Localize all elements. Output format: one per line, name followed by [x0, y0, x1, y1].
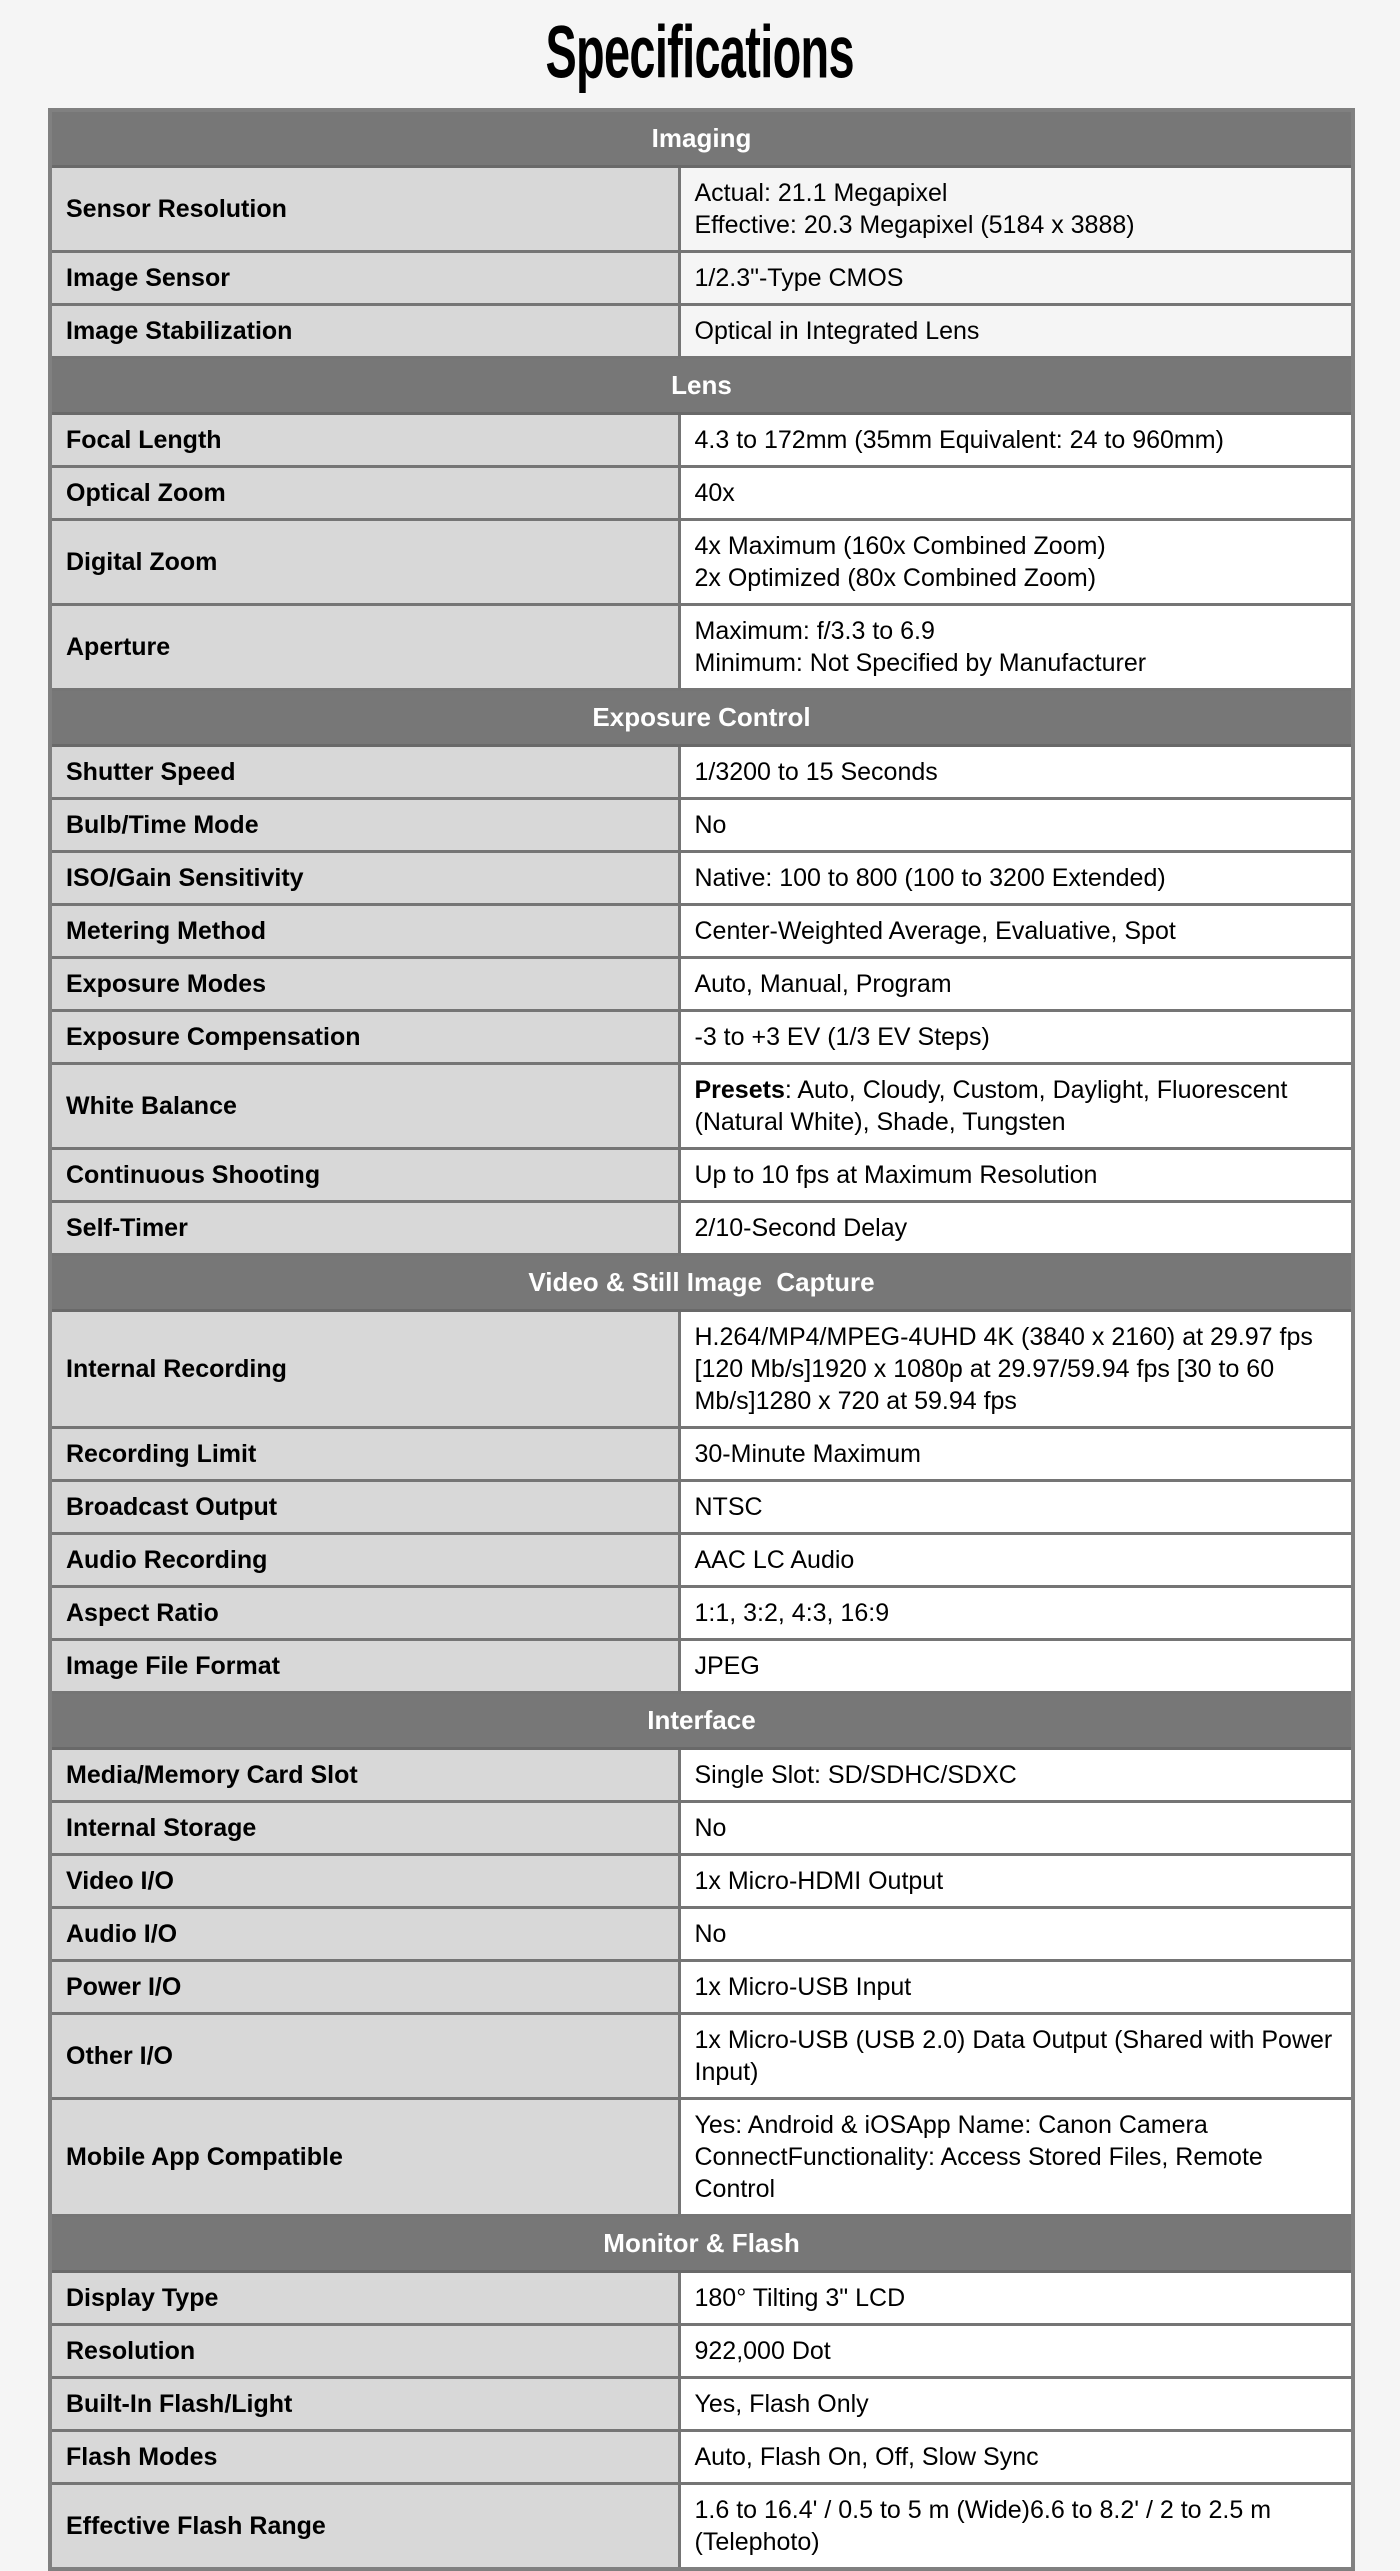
spec-label: Flash Modes — [50, 2431, 679, 2484]
spec-label: Image File Format — [50, 1640, 679, 1693]
page-title — [0, 0, 1400, 95]
spec-label: Aspect Ratio — [50, 1587, 679, 1640]
spec-row — [50, 2378, 1353, 2431]
spec-value: No — [679, 1802, 1353, 1855]
spec-label: Display Type — [50, 2272, 679, 2325]
spec-value: 1x Micro-HDMI Output — [679, 1855, 1353, 1908]
spec-value: 30-Minute Maximum — [679, 1428, 1353, 1481]
spec-row — [50, 1534, 1353, 1587]
spec-label: Continuous Shooting — [50, 1149, 679, 1202]
spec-value: 180° Tilting 3" LCD — [679, 2272, 1353, 2325]
spec-label: Image Sensor — [50, 252, 679, 305]
spec-label: Metering Method — [50, 905, 679, 958]
spec-value: No — [679, 1908, 1353, 1961]
spec-value: No — [679, 799, 1353, 852]
spec-value: -3 to +3 EV (1/3 EV Steps) — [679, 1011, 1353, 1064]
spec-row — [50, 1908, 1353, 1961]
spec-label: Self-Timer — [50, 1202, 679, 1255]
spec-value: Auto, Flash On, Off, Slow Sync — [679, 2431, 1353, 2484]
spec-row — [50, 1587, 1353, 1640]
spec-label: Effective Flash Range — [50, 2484, 679, 2570]
spec-value: Optical in Integrated Lens — [679, 305, 1353, 358]
spec-row — [50, 414, 1353, 467]
spec-value: 1/3200 to 15 Seconds — [679, 746, 1353, 799]
spec-row — [50, 1064, 1353, 1149]
spec-row — [50, 1428, 1353, 1481]
spec-label: Resolution — [50, 2325, 679, 2378]
section-header: Lens — [50, 358, 1353, 414]
spec-row — [50, 1749, 1353, 1802]
spec-label: Mobile App Compatible — [50, 2099, 679, 2216]
spec-value: 1x Micro-USB (USB 2.0) Data Output (Shared with Power Input) — [679, 2014, 1353, 2099]
spec-value: 2/10-Second Delay — [679, 1202, 1353, 1255]
spec-row — [50, 252, 1353, 305]
spec-row — [50, 2099, 1353, 2216]
section-header: Interface — [50, 1693, 1353, 1749]
spec-value: 1:1, 3:2, 4:3, 16:9 — [679, 1587, 1353, 1640]
section-header-row — [50, 690, 1353, 746]
section-header: Exposure Control — [50, 690, 1353, 746]
spec-row — [50, 1961, 1353, 2014]
spec-label: Audio Recording — [50, 1534, 679, 1587]
spec-label: Aperture — [50, 605, 679, 690]
spec-value: Presets: Auto, Cloudy, Custom, Daylight, Fluorescent (Natural White), Shade, Tungsten — [679, 1064, 1353, 1149]
spec-value: 1.6 to 16.4' / 0.5 to 5 m (Wide)6.6 to 8.2' / 2 to 2.5 m (Telephoto) — [679, 2484, 1353, 2570]
spec-row — [50, 167, 1353, 252]
spec-row — [50, 746, 1353, 799]
spec-label: Image Stabilization — [50, 305, 679, 358]
spec-row — [50, 1011, 1353, 1064]
spec-label: Broadcast Output — [50, 1481, 679, 1534]
spec-value: 922,000 Dot — [679, 2325, 1353, 2378]
specifications-table — [48, 108, 1355, 2571]
spec-label: Audio I/O — [50, 1908, 679, 1961]
spec-value: Yes: Android & iOSApp Name: Canon Camera ConnectFunctionality: Access Stored Files, Remote Control — [679, 2099, 1353, 2216]
spec-value: Maximum: f/3.3 to 6.9 Minimum: Not Specified by Manufacturer — [679, 605, 1353, 690]
spec-label: Media/Memory Card Slot — [50, 1749, 679, 1802]
section-header: Monitor & Flash — [50, 2216, 1353, 2272]
spec-table-body — [50, 110, 1353, 2569]
spec-label: Power I/O — [50, 1961, 679, 2014]
spec-value: NTSC — [679, 1481, 1353, 1534]
spec-row — [50, 1640, 1353, 1693]
spec-value: 4x Maximum (160x Combined Zoom) 2x Optimized (80x Combined Zoom) — [679, 520, 1353, 605]
spec-row — [50, 2325, 1353, 2378]
spec-row — [50, 305, 1353, 358]
section-header-row — [50, 1255, 1353, 1311]
spec-label: Internal Recording — [50, 1311, 679, 1428]
spec-row — [50, 1855, 1353, 1908]
spec-value: 1/2.3"-Type CMOS — [679, 252, 1353, 305]
spec-label: Other I/O — [50, 2014, 679, 2099]
spec-value: Up to 10 fps at Maximum Resolution — [679, 1149, 1353, 1202]
section-header-row — [50, 358, 1353, 414]
spec-value: Yes, Flash Only — [679, 2378, 1353, 2431]
spec-label: Recording Limit — [50, 1428, 679, 1481]
spec-row — [50, 1311, 1353, 1428]
spec-row — [50, 1202, 1353, 1255]
spec-value: Auto, Manual, Program — [679, 958, 1353, 1011]
spec-row — [50, 520, 1353, 605]
spec-label: Shutter Speed — [50, 746, 679, 799]
spec-label: White Balance — [50, 1064, 679, 1149]
spec-row — [50, 2484, 1353, 2570]
section-header: Imaging — [50, 110, 1353, 167]
spec-value: AAC LC Audio — [679, 1534, 1353, 1587]
spec-row — [50, 852, 1353, 905]
section-header: Video & Still Image Capture — [50, 1255, 1353, 1311]
spec-label: Bulb/Time Mode — [50, 799, 679, 852]
spec-label: Internal Storage — [50, 1802, 679, 1855]
spec-value: Native: 100 to 800 (100 to 3200 Extended) — [679, 852, 1353, 905]
section-header-row — [50, 2216, 1353, 2272]
spec-row — [50, 1802, 1353, 1855]
value-bold-prefix: Presets — [694, 1076, 785, 1104]
spec-label: Digital Zoom — [50, 520, 679, 605]
spec-value: 1x Micro-USB Input — [679, 1961, 1353, 2014]
spec-value: JPEG — [679, 1640, 1353, 1693]
spec-value: Actual: 21.1 Megapixel Effective: 20.3 Megapixel (5184 x 3888) — [679, 167, 1353, 252]
spec-label: Focal Length — [50, 414, 679, 467]
spec-label: ISO/Gain Sensitivity — [50, 852, 679, 905]
spec-row — [50, 2014, 1353, 2099]
spec-row — [50, 2431, 1353, 2484]
spec-row — [50, 958, 1353, 1011]
section-header-row — [50, 1693, 1353, 1749]
spec-label: Exposure Compensation — [50, 1011, 679, 1064]
spec-value: 4.3 to 172mm (35mm Equivalent: 24 to 960mm) — [679, 414, 1353, 467]
spec-value: H.264/MP4/MPEG-4UHD 4K (3840 x 2160) at 29.97 fps [120 Mb/s]1920 x 1080p at 29.97/59.94 fps [30 to 60 Mb/s]1280 x 720 at 59.94 fps — [679, 1311, 1353, 1428]
spec-label: Built-In Flash/Light — [50, 2378, 679, 2431]
spec-value: Center-Weighted Average, Evaluative, Spot — [679, 905, 1353, 958]
page-title-text: Specifications — [545, 11, 855, 95]
spec-label: Sensor Resolution — [50, 167, 679, 252]
spec-value: 40x — [679, 467, 1353, 520]
spec-row — [50, 467, 1353, 520]
section-header-row — [50, 110, 1353, 167]
spec-row — [50, 605, 1353, 690]
spec-label: Exposure Modes — [50, 958, 679, 1011]
spec-label: Optical Zoom — [50, 467, 679, 520]
spec-row — [50, 905, 1353, 958]
spec-value: Single Slot: SD/SDHC/SDXC — [679, 1749, 1353, 1802]
spec-row — [50, 1149, 1353, 1202]
spec-label: Video I/O — [50, 1855, 679, 1908]
spec-row — [50, 799, 1353, 852]
spec-row — [50, 1481, 1353, 1534]
spec-row — [50, 2272, 1353, 2325]
